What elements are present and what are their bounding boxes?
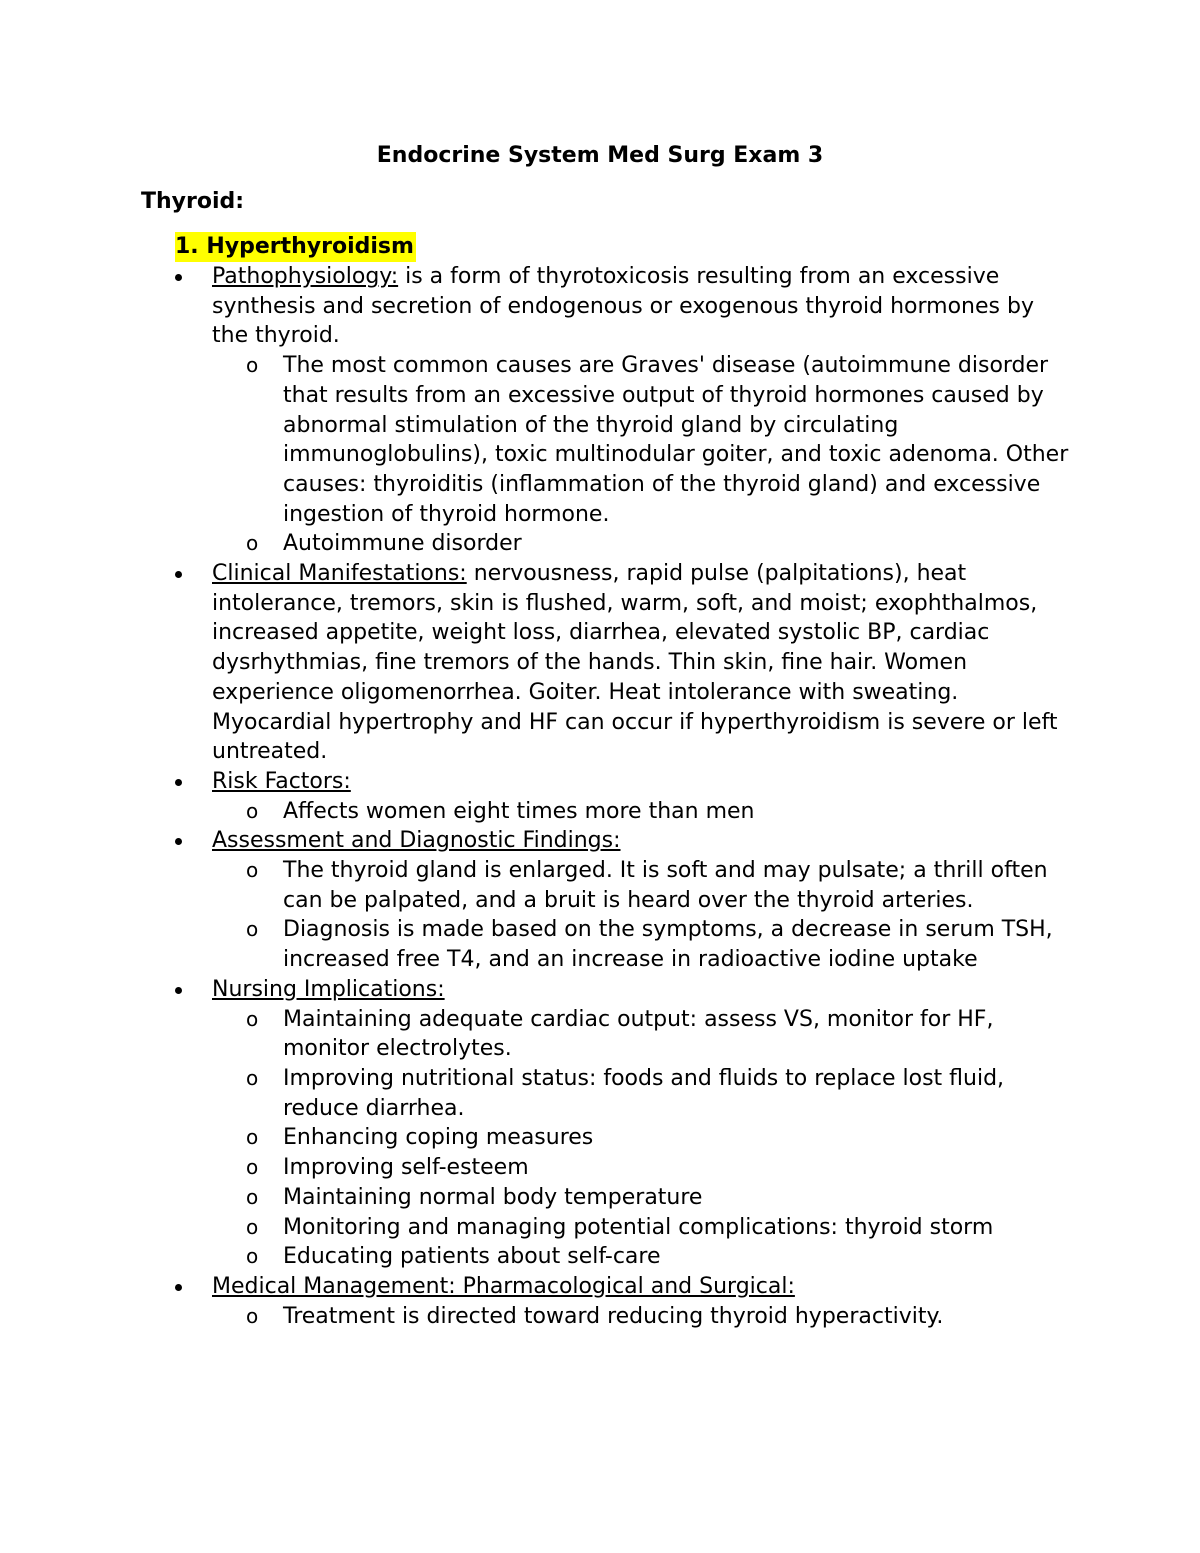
- sub-bullet-item: [141, 1213, 1071, 1243]
- sub-bullet-text: Treatment is directed toward reducing thyroid hyperactivity.: [283, 1303, 944, 1329]
- sub-bullet-item: [141, 1123, 1071, 1153]
- sub-bullet-marker: o: [246, 1065, 259, 1090]
- bullet-label: Risk Factors:: [212, 768, 351, 794]
- sub-bullet-marker: o: [246, 1184, 259, 1209]
- bullet-dot-icon: [175, 1284, 182, 1291]
- sub-bullet-text: Enhancing coping measures: [283, 1125, 594, 1151]
- sub-bullet-item: [141, 1005, 1071, 1064]
- sub-bullet-marker: o: [246, 353, 259, 378]
- sub-bullet-text: Maintaining adequate cardiac output: assess VS, monitor for HF, monitor electrolytes.: [283, 1006, 994, 1062]
- sub-bullet-text: Monitoring and managing potential complications: thyroid storm: [283, 1214, 994, 1240]
- sub-bullet-text: The thyroid gland is enlarged. It is soft and may pulsate; a thrill often can be palpated, and a bruit is heard over the thyroid arteries.: [283, 858, 1048, 913]
- sub-bullet-text: Improving self-esteem: [283, 1155, 529, 1181]
- sub-bullet-marker: o: [246, 531, 259, 556]
- item-title: Hyperthyroidism: [206, 234, 414, 259]
- highlighted-heading: [175, 232, 416, 262]
- numbered-heading: [141, 232, 1071, 262]
- bullet-text: is a form of thyrotoxicosis resulting from an excessive synthesis and secretion of endogenous or exogenous thyroid hormones by the thyroid.: [212, 264, 1034, 349]
- item-number: 1.: [175, 234, 199, 259]
- bullet-item: [141, 559, 1071, 767]
- bullet-dot-icon: [175, 987, 182, 994]
- sub-bullet-text: Maintaining normal body temperature: [283, 1184, 703, 1210]
- sub-bullet-text: Affects women eight times more than men: [283, 798, 755, 824]
- sub-bullet-item: [141, 1064, 1071, 1123]
- sub-bullet-item: [141, 1302, 1071, 1332]
- bullet-label: Nursing Implications:: [212, 976, 445, 1002]
- sub-bullet-text: Improving nutritional status: foods and fluids to replace lost fluid, reduce diarrhea.: [283, 1065, 1005, 1121]
- sub-bullet-marker: o: [246, 1006, 259, 1031]
- bullet-item: [141, 975, 1071, 1005]
- bullet-item: [141, 262, 1071, 351]
- bullet-text: nervousness, rapid pulse (palpitations), heat intolerance, tremors, skin is flushed, warm, soft, and moist; exophthalmos, increased appetite, weight loss, diarrhea, elevated systolic BP, cardiac dysrhythmias, fine tremors of the hands. Thin skin, fine hair. Women experience oligomenorrhea. Goiter. Heat intolerance with sweating. Myocardial hypertrophy and HF can occur if hyperthyroidism is severe or left untreated.: [212, 561, 1058, 765]
- bullet-item: [141, 767, 1071, 797]
- sub-bullet-marker: o: [246, 1244, 259, 1269]
- bullet-label: Clinical Manifestations:: [212, 561, 467, 587]
- sub-bullet-item: [141, 1242, 1071, 1272]
- sub-bullet-item: [141, 856, 1071, 915]
- sub-bullet-marker: o: [246, 1303, 259, 1328]
- sub-bullet-text: The most common causes are Graves' disease (autoimmune disorder that results from an excessive output of thyroid hormones caused by abnormal stimulation of the thyroid gland by circulating immunoglobulins), toxic multinodular goiter, and toxic adenoma. Other causes: thyroiditis (inflammation of the thyroid gland) and excessive ingestion of thyroid hormone.: [283, 353, 1069, 527]
- sub-bullet-marker: o: [246, 858, 259, 883]
- bullet-label: Assessment and Diagnostic Findings:: [212, 828, 621, 854]
- bullet-item: [141, 826, 1071, 856]
- bullet-item: [141, 1272, 1071, 1302]
- sub-bullet-text: Autoimmune disorder: [283, 531, 522, 557]
- sub-bullet-text: Diagnosis is made based on the symptoms, a decrease in serum TSH, increased free T4, and an increase in radioactive iodine uptake: [283, 917, 1053, 973]
- bullet-label: Medical Management: Pharmacological and Surgical:: [212, 1273, 795, 1299]
- sub-bullet-marker: o: [246, 917, 259, 942]
- sub-bullet-item: [141, 915, 1071, 974]
- sub-bullet-marker: o: [246, 1214, 259, 1239]
- bullet-label: Pathophysiology:: [212, 264, 399, 289]
- section-heading: Thyroid:: [141, 189, 245, 214]
- sub-bullet-item: [141, 1153, 1071, 1183]
- sub-bullet-item: [141, 529, 1071, 559]
- sub-bullet-marker: o: [246, 798, 259, 823]
- sub-bullet-item: [141, 1183, 1071, 1213]
- sub-bullet-marker: o: [246, 1155, 259, 1180]
- bullet-dot-icon: [175, 838, 182, 845]
- sub-bullet-text: Educating patients about self-care: [283, 1244, 661, 1270]
- sub-bullet-item: [141, 797, 1071, 827]
- bullet-dot-icon: [175, 779, 182, 786]
- document-title: Endocrine System Med Surg Exam 3: [376, 143, 824, 168]
- sub-bullet-marker: o: [246, 1125, 259, 1150]
- bullet-dot-icon: [175, 274, 182, 281]
- bullet-dot-icon: [175, 571, 182, 578]
- document-body: [141, 232, 1071, 1331]
- sub-bullet-item: [141, 351, 1071, 529]
- bullet-list: [141, 262, 1071, 1331]
